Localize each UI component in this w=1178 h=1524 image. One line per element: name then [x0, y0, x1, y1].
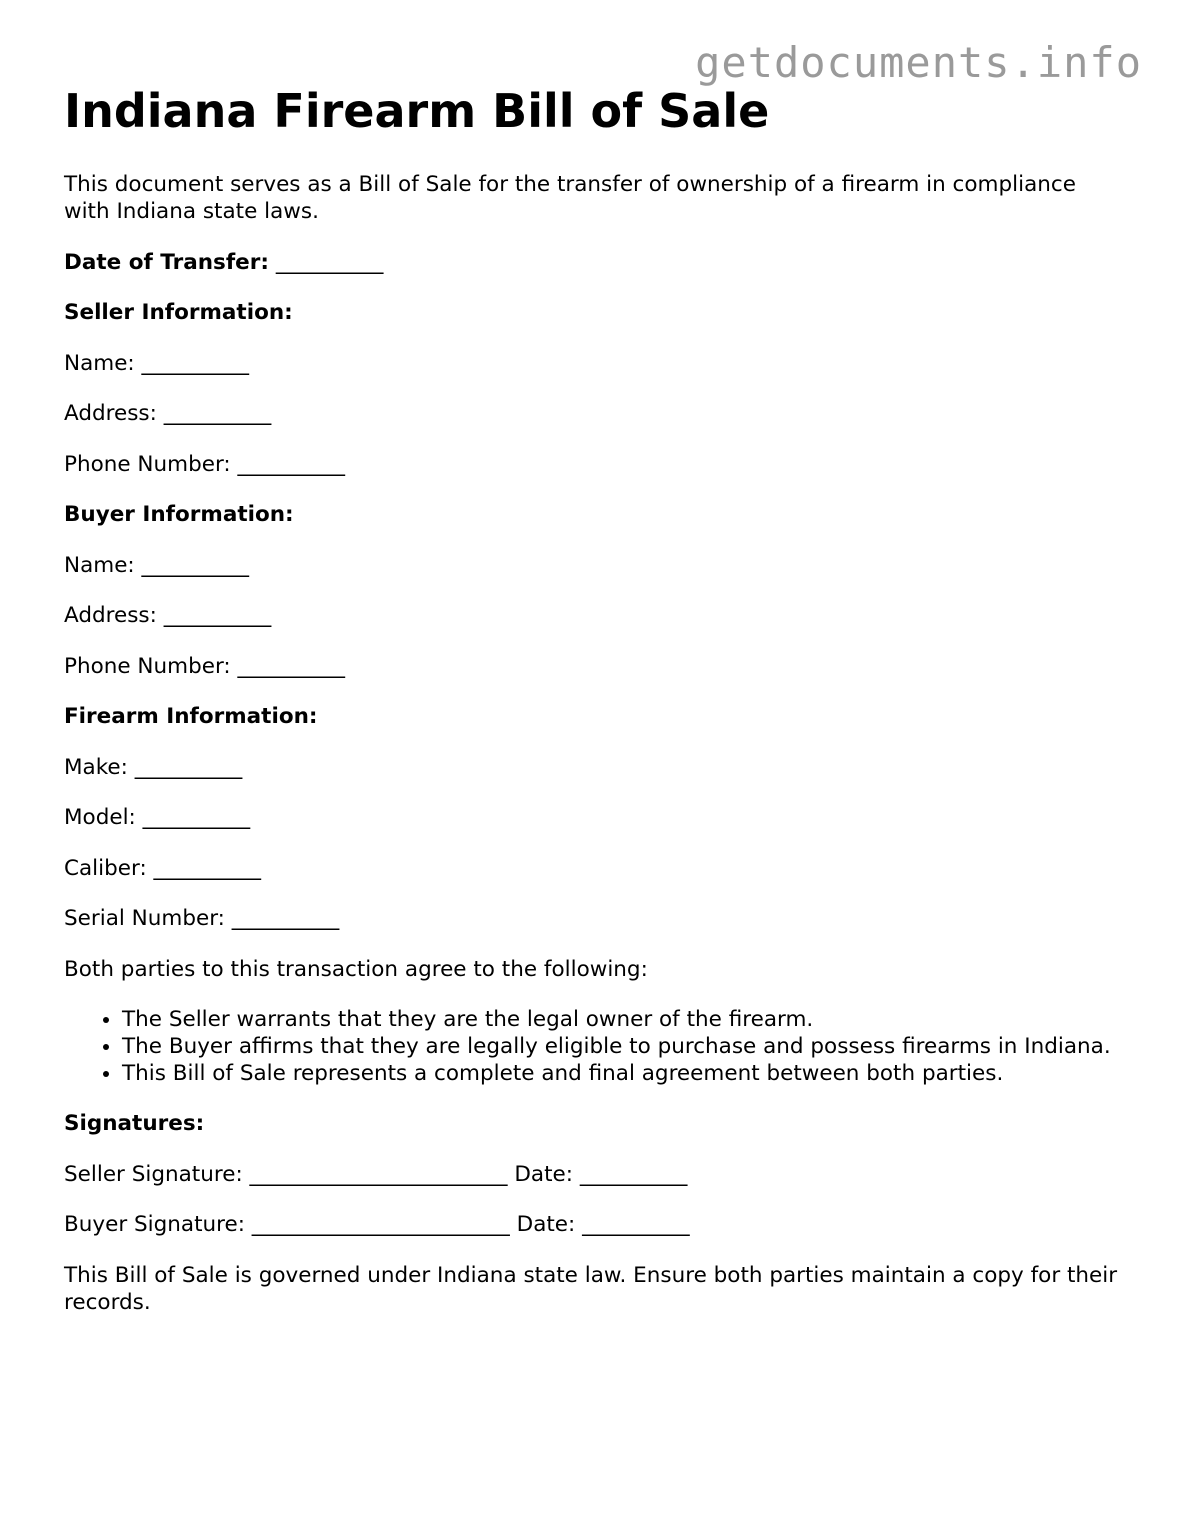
list-item: • This Bill of Sale represents a complete and final agreement between both parties. — [122, 1060, 1124, 1087]
watermark: getdocuments.info — [695, 38, 1142, 87]
list-item: • The Seller warrants that they are the legal owner of the firearm. — [122, 1006, 1124, 1033]
buyer-heading: Buyer Information: — [64, 502, 294, 527]
closing-paragraph: This Bill of Sale is governed under Indiana state law. Ensure both parties maintain a copy for their records. — [64, 1262, 1118, 1315]
buyer-address-field: Address: __________ — [64, 603, 272, 628]
seller-name-field: Name: __________ — [64, 350, 250, 376]
buyer-phone-field: Phone Number: __________ — [64, 653, 346, 679]
page-title: Indiana Firearm Bill of Sale — [64, 84, 770, 138]
buyer-name-field: Name: __________ — [64, 552, 250, 578]
seller-signature-line: Seller Signature: ________________________ Date: __________ — [64, 1161, 688, 1187]
intro-paragraph: This document serves as a Bill of Sale for the transfer of ownership of a firearm in compliance with Indiana state laws. — [64, 172, 1076, 224]
seller-address-field: Address: __________ — [64, 401, 272, 426]
firearm-serial-field: Serial Number: __________ — [64, 906, 340, 931]
agreement-lead: Both parties to this transaction agree to the following: — [64, 956, 648, 982]
list-item: • The Buyer affirms that they are legally eligible to purchase and possess firearms in Indiana. — [122, 1033, 1124, 1060]
firearm-make-field: Make: __________ — [64, 754, 243, 780]
firearm-model-field: Model: __________ — [64, 805, 251, 830]
signatures-heading: Signatures: — [64, 1111, 205, 1136]
document-body — [64, 84, 1124, 1316]
date-of-transfer-blank: __________ — [275, 249, 384, 275]
seller-heading: Seller Information: — [64, 300, 293, 325]
firearm-heading: Firearm Information: — [64, 704, 318, 729]
seller-phone-field: Phone Number: __________ — [64, 451, 346, 477]
firearm-caliber-field: Caliber: __________ — [64, 855, 262, 881]
date-of-transfer-label: Date of Transfer: — [64, 249, 269, 275]
agreement-list — [64, 1006, 1124, 1087]
date-of-transfer-field — [64, 249, 1124, 276]
buyer-signature-line: Buyer Signature: ________________________ Date: __________ — [64, 1212, 690, 1237]
